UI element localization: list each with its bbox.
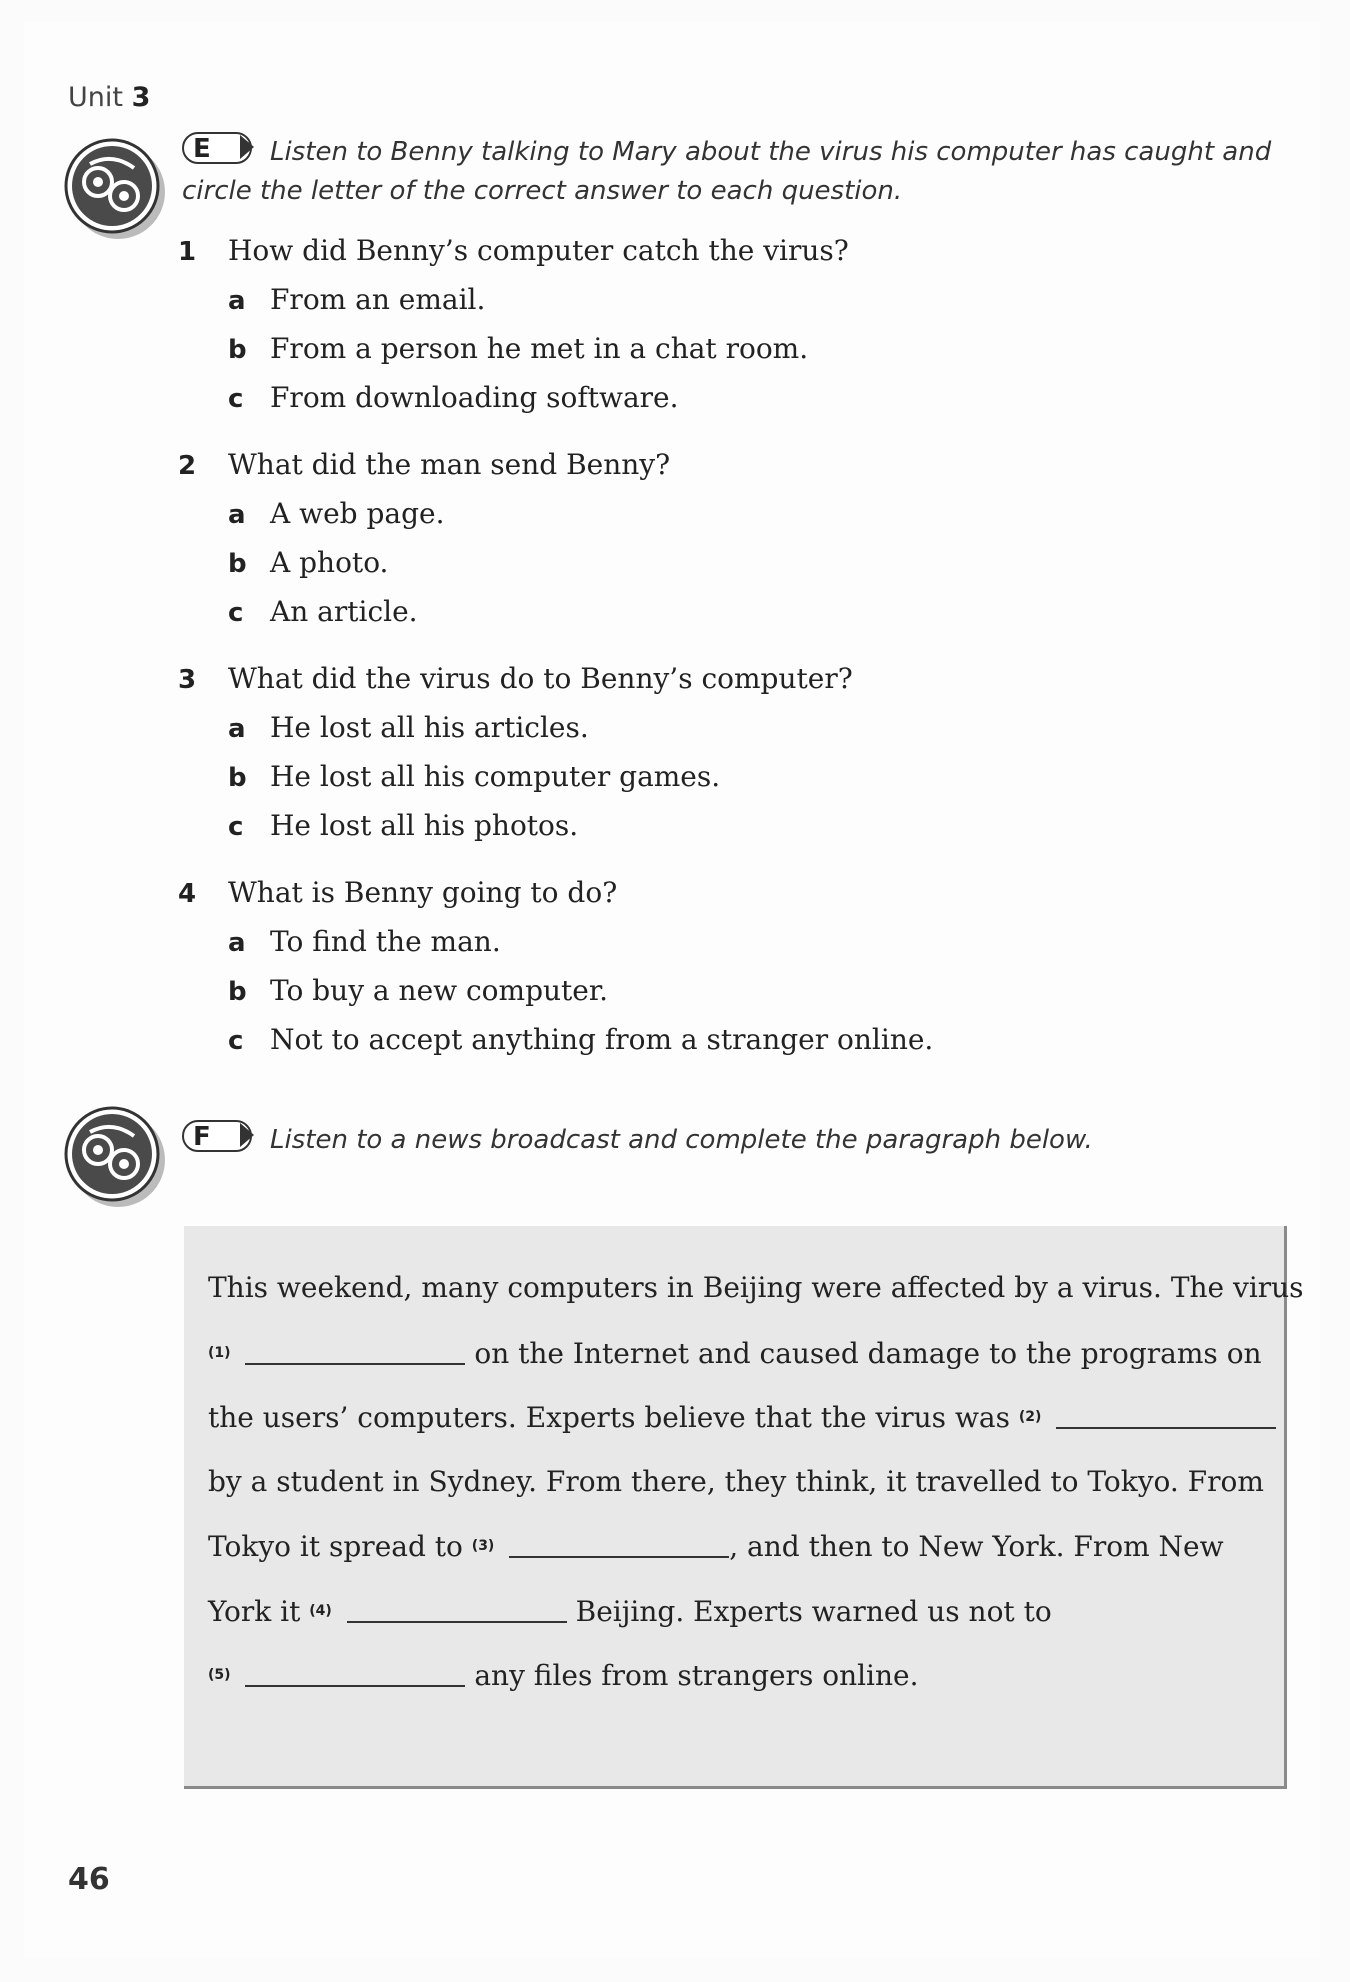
- question-number: 1: [178, 237, 197, 267]
- option-4a[interactable]: a To find the man.: [228, 925, 501, 958]
- unit-label: [68, 82, 150, 113]
- option-2a[interactable]: a A web page.: [228, 497, 445, 530]
- instruction-text: Listen to a news broadcast and complete the paragraph below.: [270, 1125, 1093, 1155]
- blank-2-input[interactable]: [1056, 1405, 1276, 1429]
- option-3b[interactable]: b He lost all his computer games.: [228, 760, 721, 793]
- question-list: [178, 226, 1178, 1082]
- option-1b[interactable]: b From a person he met in a chat room.: [228, 332, 809, 365]
- question-text: What is Benny going to do?: [228, 876, 618, 909]
- question-number: 4: [178, 879, 197, 909]
- option-2c[interactable]: c An article.: [228, 595, 418, 628]
- option-1c[interactable]: c From downloading software.: [228, 381, 679, 414]
- option-4c[interactable]: c Not to accept anything from a stranger online.: [228, 1023, 934, 1056]
- question-text: What did the man send Benny?: [228, 448, 671, 481]
- blank-1-input[interactable]: [245, 1341, 465, 1365]
- question-2: [178, 440, 1178, 636]
- exercise-f-instruction: [182, 1120, 1093, 1160]
- exercise-e-instruction: [182, 132, 1271, 211]
- question-4: [178, 868, 1178, 1064]
- question-text: How did Benny’s computer catch the virus?: [228, 234, 849, 267]
- cd-audio-icon: [60, 1102, 168, 1210]
- option-3c[interactable]: c He lost all his photos.: [228, 809, 579, 842]
- option-1a[interactable]: a From an email.: [228, 283, 486, 316]
- play-badge-icon: F: [182, 1120, 258, 1150]
- question-number: 3: [178, 665, 197, 695]
- blank-5-input[interactable]: [245, 1663, 465, 1687]
- blank-3-input[interactable]: [509, 1534, 729, 1558]
- blank-4-input[interactable]: [347, 1599, 567, 1623]
- unit-number: 3: [131, 82, 151, 113]
- option-4b[interactable]: b To buy a new computer.: [228, 974, 609, 1007]
- question-number: 2: [178, 451, 197, 481]
- unit-word: Unit: [68, 82, 123, 113]
- cd-audio-icon: [60, 134, 168, 242]
- page-number: 46: [68, 1862, 110, 1897]
- question-3: [178, 654, 1178, 850]
- option-2b[interactable]: b A photo.: [228, 546, 389, 579]
- instruction-line-2: circle the letter of the correct answer to each question.: [182, 176, 903, 206]
- news-paragraph: This weekend, many computers in Beijing were affected by a virus. The virus $^{(1)}$ on the Internet and caused damage to the programs on the users’ computers. Experts believe that the virus was $^{(2)}$ by a student in Sydney. From there, they think, it travelled to Tokyo. From Tokyo it spread to $^{(3)}$ , and then to New York. From New York it $^{(4)}$ Beijing. Experts warned us not to $^{(5)}$ any files from strangers online.: [208, 1271, 1304, 1692]
- instruction-line-1: Listen to Benny talking to Mary about the virus his computer has caught and: [270, 137, 1272, 167]
- option-3a[interactable]: a He lost all his articles.: [228, 711, 589, 744]
- play-badge-icon: E: [182, 132, 258, 162]
- news-paragraph-box: [184, 1226, 1304, 1789]
- question-text: What did the virus do to Benny’s computer?: [228, 662, 853, 695]
- question-1: [178, 226, 1178, 422]
